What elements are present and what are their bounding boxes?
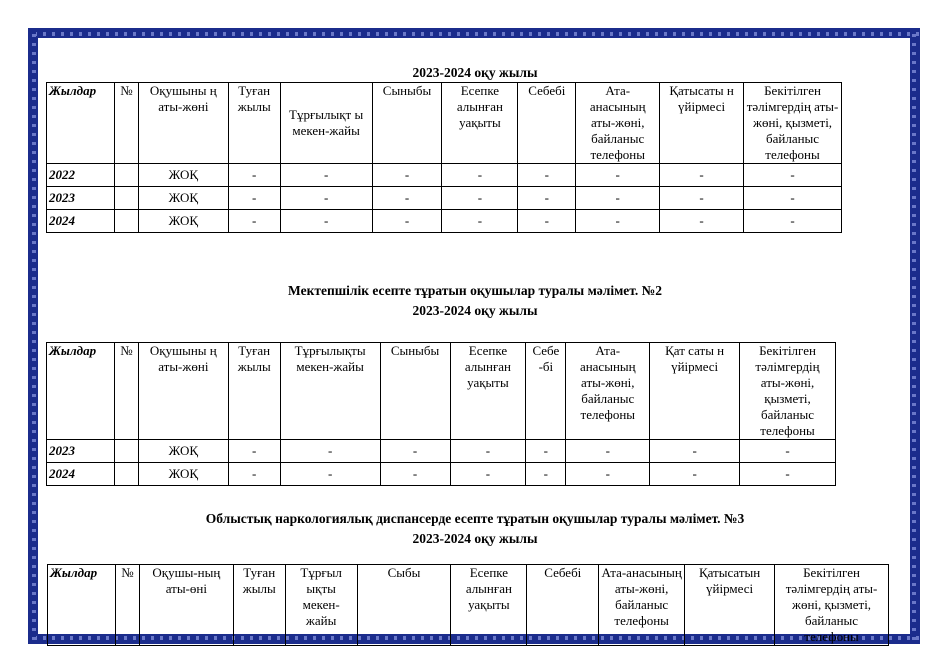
header-registered-time: Есепке алынған уақыты xyxy=(450,343,526,440)
row-year: 2024 xyxy=(47,463,115,486)
header-birth-year: Туған жылы xyxy=(233,565,285,646)
header-address: Тұрғылықты мекен-жайы xyxy=(280,343,380,440)
table-row xyxy=(47,187,842,210)
section2-title: Мектепшілік есепте тұратын оқушылар туралы мәлімет. №2 xyxy=(288,283,662,298)
row-mentor: - xyxy=(740,440,836,463)
row-birth-year: - xyxy=(228,164,280,187)
section3-header-row xyxy=(48,565,889,646)
header-reason: Себе -бі xyxy=(526,343,566,440)
header-number: № xyxy=(114,83,138,164)
row-registered-time: - xyxy=(450,463,526,486)
row-address: - xyxy=(280,164,372,187)
table-row xyxy=(47,463,836,486)
row-mentor: - xyxy=(740,463,836,486)
header-club: Қатысатын үйірмесі xyxy=(685,565,775,646)
row-registered-time: - xyxy=(442,187,518,210)
header-number: № xyxy=(114,343,138,440)
header-address: Тұрғылықт ы мекен-жайы xyxy=(280,83,372,164)
section3-table xyxy=(47,564,889,646)
row-birth-year: - xyxy=(228,463,280,486)
header-number: № xyxy=(115,565,139,646)
header-registered-time: Есепке алынған уақыты xyxy=(451,565,527,646)
section3-title: Облыстық наркологиялық диспансерде есепте тұратын оқушылар туралы мәлімет. №3 xyxy=(205,511,745,526)
section1-header-row xyxy=(47,83,842,164)
section1-subtitle: 2023-2024 оқу жылы xyxy=(412,65,538,80)
page-border-pattern-right xyxy=(912,28,916,644)
row-class: - xyxy=(380,463,450,486)
section2-table xyxy=(46,342,836,486)
row-reason: - xyxy=(518,164,576,187)
header-student-name: Оқушыны ң аты-жөні xyxy=(138,343,228,440)
row-number xyxy=(114,164,138,187)
row-class: - xyxy=(372,164,442,187)
header-birth-year: Туған жылы xyxy=(228,343,280,440)
row-parents: - xyxy=(576,187,660,210)
row-year: 2023 xyxy=(47,187,115,210)
row-club: - xyxy=(650,463,740,486)
table-row xyxy=(47,440,836,463)
table-row xyxy=(47,164,842,187)
row-club: - xyxy=(650,440,740,463)
row-reason: - xyxy=(518,187,576,210)
row-class: - xyxy=(372,210,442,233)
section3-table-visible xyxy=(40,560,910,644)
row-parents: - xyxy=(576,210,660,233)
section1-table xyxy=(46,82,842,233)
header-parents: Ата-анасының аты-жөні, байланыс телефоны xyxy=(576,83,660,164)
header-years: Жылдар xyxy=(47,83,115,164)
row-address: - xyxy=(280,210,372,233)
header-birth-year: Туған жылы xyxy=(228,83,280,164)
row-club: - xyxy=(660,210,744,233)
row-birth-year: - xyxy=(228,210,280,233)
header-class: Сыныбы xyxy=(372,83,442,164)
section3-subtitle: 2023-2024 оқу жылы xyxy=(412,531,538,546)
row-student-name: ЖОҚ xyxy=(138,463,228,486)
header-parents: Ата-анасының аты-жөні, байланыс телефоны xyxy=(566,343,650,440)
header-student-name: Оқушыны ң аты-жөні xyxy=(138,83,228,164)
row-club: - xyxy=(660,164,744,187)
row-registered-time: - xyxy=(442,164,518,187)
row-number xyxy=(114,463,138,486)
row-birth-year: - xyxy=(228,187,280,210)
row-reason: - xyxy=(526,463,566,486)
row-parents: - xyxy=(566,440,650,463)
row-registered-time: - xyxy=(450,440,526,463)
section2-subtitle: 2023-2024 оқу жылы xyxy=(412,303,538,318)
header-years: Жылдар xyxy=(47,343,115,440)
row-student-name: ЖОҚ xyxy=(138,187,228,210)
row-registered-time: - xyxy=(442,210,518,233)
row-number xyxy=(114,187,138,210)
row-mentor: - xyxy=(744,187,842,210)
row-parents: - xyxy=(566,463,650,486)
row-reason: - xyxy=(518,210,576,233)
header-mentor: Бекітілген тәлімгердің аты-жөні, қызметі, байланыс телефоны xyxy=(744,83,842,164)
header-mentor: Бекітілген тәлімгердің аты-жөні, қызметі, байланыс телефоны xyxy=(740,343,836,440)
row-address: - xyxy=(280,187,372,210)
header-club: Қатысаты н үйірмесі xyxy=(660,83,744,164)
row-class: - xyxy=(372,187,442,210)
header-mentor: Бекітілген тәлімгердің аты-жөні, қызметі, байланыс телефоны xyxy=(775,565,889,646)
header-registered-time: Есепке алынған уақыты xyxy=(442,83,518,164)
row-student-name: ЖОҚ xyxy=(138,164,228,187)
header-reason: Себебі xyxy=(518,83,576,164)
header-parents: Ата-анасының аты-жөні, байланыс телефоны xyxy=(599,565,685,646)
header-club: Қат саты н үйірмесі xyxy=(650,343,740,440)
row-class: - xyxy=(380,440,450,463)
table-row xyxy=(47,210,842,233)
row-year: 2022 xyxy=(47,164,115,187)
header-address: Тұрғыл ықты мекен-жайы xyxy=(285,565,357,646)
header-class: Сыбы xyxy=(357,565,451,646)
row-birth-year: - xyxy=(228,440,280,463)
row-mentor: - xyxy=(744,210,842,233)
row-address: - xyxy=(280,463,380,486)
row-number xyxy=(114,440,138,463)
row-club: - xyxy=(660,187,744,210)
row-address: - xyxy=(280,440,380,463)
row-year: 2024 xyxy=(47,210,115,233)
header-years: Жылдар xyxy=(48,565,116,646)
header-class: Сыныбы xyxy=(380,343,450,440)
row-student-name: ЖОҚ xyxy=(138,440,228,463)
header-reason: Себебі xyxy=(527,565,599,646)
row-number xyxy=(114,210,138,233)
header-student-name: Оқушы-ның аты-өні xyxy=(139,565,233,646)
row-reason: - xyxy=(526,440,566,463)
row-student-name: ЖОҚ xyxy=(138,210,228,233)
row-parents: - xyxy=(576,164,660,187)
section2-header-row xyxy=(47,343,836,440)
row-mentor: - xyxy=(744,164,842,187)
row-year: 2023 xyxy=(47,440,115,463)
